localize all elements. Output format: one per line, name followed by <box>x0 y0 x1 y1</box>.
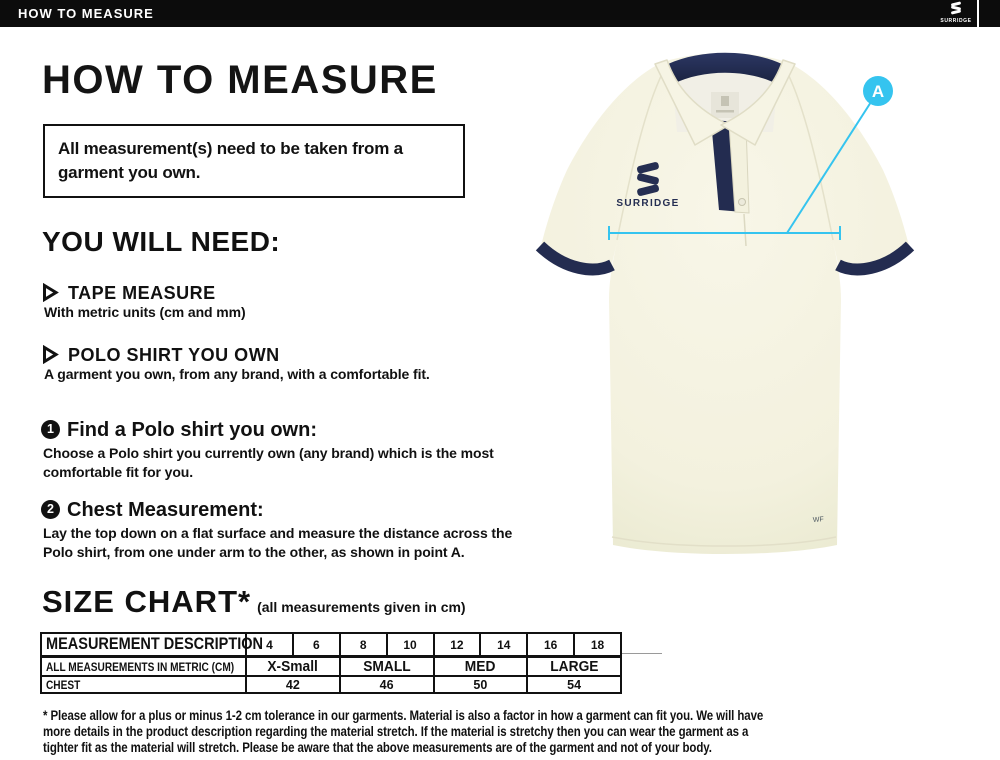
size-cell: 4 <box>246 633 293 657</box>
need-item-title: POLO SHIRT YOU OWN <box>68 345 280 365</box>
size-cell: 18 <box>574 633 621 657</box>
table-header-cell: ALL MEASUREMENTS IN METRIC (CM) <box>41 657 246 677</box>
need-item-desc: With metric units (cm and mm) <box>44 304 246 320</box>
size-cell: 16 <box>527 633 574 657</box>
size-group-cell: LARGE <box>527 657 621 677</box>
step-description: Lay the top down on a flat surface and measure the distance across the Polo shirt, from one under arm to the other, as shown in point A. <box>43 525 513 560</box>
polo-shirt-diagram <box>515 40 935 560</box>
size-cell: 10 <box>387 633 434 657</box>
step-description: Choose a Polo shirt you currently own (any brand) which is the most comfortable fit for you. <box>43 445 494 480</box>
measurement-label-cell: CHEST <box>41 676 246 693</box>
note-box: All measurement(s) need to be taken from a garment you own. <box>43 124 465 198</box>
table-header-cell: MEASUREMENT DESCRIPTION <box>41 633 246 657</box>
step-number-badge: 1 <box>41 420 60 439</box>
measurement-value-cell: 50 <box>434 676 528 693</box>
step-title: Chest Measurement: <box>67 499 264 521</box>
triangle-bullet-icon <box>42 283 59 302</box>
table-row <box>41 676 621 693</box>
measurement-value-cell: 42 <box>246 676 340 693</box>
measurement-value-cell: 46 <box>340 676 434 693</box>
step-number-badge: 2 <box>41 500 60 519</box>
table-tail-line <box>622 653 662 654</box>
top-bar <box>0 0 1000 27</box>
size-chart-table <box>40 632 622 694</box>
triangle-bullet-icon <box>42 345 59 364</box>
page-title: HOW TO MEASURE <box>42 58 438 102</box>
table-row <box>41 657 621 677</box>
size-cell: 12 <box>434 633 481 657</box>
top-bar-title: HOW TO MEASURE <box>18 6 154 21</box>
size-group-cell: X-Small <box>246 657 340 677</box>
size-cell: 14 <box>480 633 527 657</box>
size-chart-title: SIZE CHART* <box>42 584 252 619</box>
point-a-marker <box>863 76 893 106</box>
size-group-cell: MED <box>434 657 528 677</box>
need-item-title: TAPE MEASURE <box>68 283 216 303</box>
need-item-desc: A garment you own, from any brand, with a comfortable fit. <box>44 366 430 382</box>
size-group-cell: SMALL <box>340 657 434 677</box>
table-row <box>41 633 621 657</box>
point-a-label: A <box>871 82 885 101</box>
size-cell: 8 <box>340 633 387 657</box>
top-bar-brand-text: SURRIDGE <box>940 18 972 24</box>
measurement-value-cell: 54 <box>527 676 621 693</box>
top-bar-divider <box>977 0 979 27</box>
footnote-text: * Please allow for a plus or minus 1-2 cm tolerance in our garments. Material is also a factor in how a garment can fit you. We will have more details in the product description regarding the material stretch. If the material is stretchy then you can wear the garment as a tighter fit as the material will stretch. Please be aware that the above measurements are of the garment and not of your body. <box>43 708 764 755</box>
size-cell: 6 <box>293 633 340 657</box>
surridge-logo-icon <box>934 1 978 26</box>
hem-mark-text: WF <box>812 516 825 524</box>
size-chart-subtitle: (all measurements given in cm) <box>257 599 466 615</box>
you-will-need-heading: YOU WILL NEED: <box>42 226 281 257</box>
step-title: Find a Polo shirt you own: <box>67 419 317 441</box>
size-chart-heading-row <box>42 584 466 620</box>
shirt-logo-text: SURRIDGE <box>616 198 680 209</box>
